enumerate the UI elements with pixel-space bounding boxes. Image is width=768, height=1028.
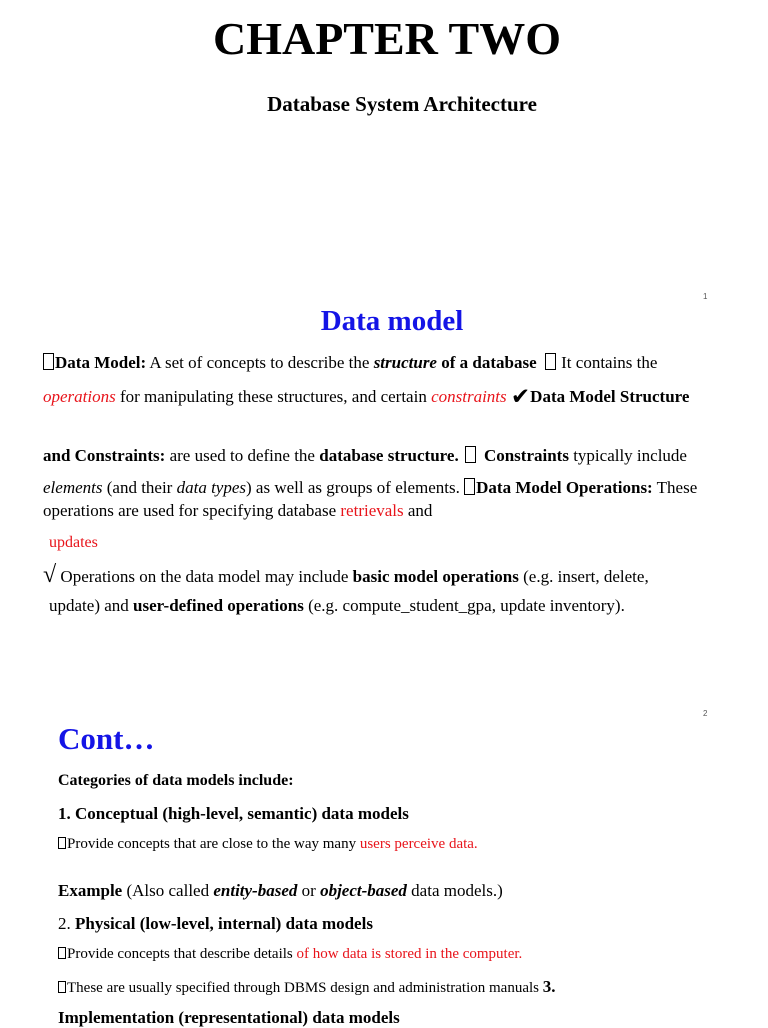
paragraph-line: update) and user-defined operations (e.g. compute_student_gpa, update inventory).	[49, 596, 625, 615]
bullet-box-icon	[58, 837, 66, 849]
paragraph-line: operations for manipulating these structures, and certain constraints ✔Data Model Structure	[43, 384, 690, 410]
paragraph-line: elements (and their data types) as well as groups of elements. Data Model Operations: These	[43, 478, 698, 497]
paragraph-line: 2. Physical (low-level, internal) data models	[58, 914, 373, 933]
bullet-box-icon	[58, 947, 66, 959]
paragraph-line: operations are used for specifying database retrievals and	[43, 501, 433, 520]
chapter-title: CHAPTER TWO	[212, 13, 562, 64]
bullet-box-icon	[58, 981, 66, 993]
bullet-box-icon	[465, 446, 476, 463]
checkmark-icon: ✔	[510, 384, 531, 410]
chapter-subtitle: Database System Architecture	[267, 92, 537, 116]
paragraph-line: updates	[49, 534, 98, 551]
section-heading: Data model	[320, 305, 464, 337]
paragraph-line: Categories of data models include:	[58, 772, 294, 789]
paragraph-line: These are usually specified through DBMS design and administration manuals 3.	[58, 977, 556, 997]
sqrt-icon: √	[43, 562, 57, 588]
section-heading: Cont…	[58, 721, 155, 756]
bullet-box-icon	[43, 353, 54, 370]
paragraph-line: Provide concepts that are close to the way many users perceive data.	[58, 836, 478, 853]
paragraph-line: Provide concepts that describe details of how data is stored in the computer.	[58, 946, 522, 963]
paragraph-line: and Constraints: are used to define the database structure. Constraints typically include	[43, 446, 687, 465]
paragraph-line: √ Operations on the data model may include basic model operations (e.g. insert, delete,	[43, 562, 649, 588]
page-number: 1	[703, 292, 708, 301]
page-number: 2	[703, 709, 708, 718]
bullet-box-icon	[464, 478, 475, 495]
bullet-box-icon	[545, 353, 556, 370]
paragraph-line: 1. Conceptual (high-level, semantic) data models	[58, 804, 409, 823]
paragraph-line: Example (Also called entity-based or object-based data models.)	[58, 881, 503, 900]
paragraph-line: Implementation (representational) data models	[58, 1008, 400, 1027]
paragraph-line: Data Model: A set of concepts to describe the structure of a database It contains the	[43, 353, 657, 373]
